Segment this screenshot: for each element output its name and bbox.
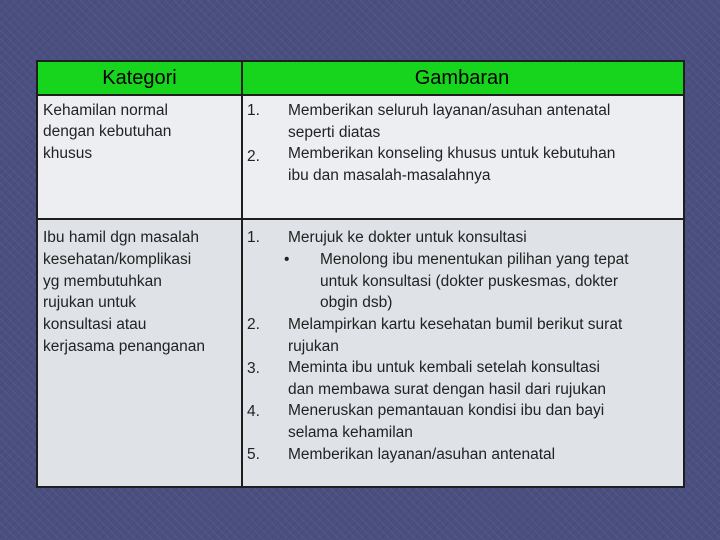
item-number: 4. [247,403,260,420]
row-divider [38,218,683,220]
category-text: yg membutuhkan [43,273,162,290]
item-text: Melampirkan kartu kesehatan bumil berikut surat [288,316,623,333]
item-number: 1. [247,229,260,246]
item-text: Meminta ibu untuk kembali setelah konsultasi [288,359,600,376]
item-text: Memberikan layanan/asuhan antenatal [288,446,556,463]
item-number: 3. [247,360,260,377]
item-number: 2. [247,148,260,165]
sub-item-text: untuk konsultasi (dokter puskesmas, dokter [320,273,619,290]
category-text: kerjasama penanganan [43,338,206,355]
item-text: Meneruskan pemantauan kondisi ibu dan bayi [288,402,605,419]
info-table [36,60,685,488]
category-text: rujukan untuk [43,294,137,311]
header-kategori: Kategori [102,67,177,89]
item-text: Memberikan konseling khusus untuk kebutuhan [288,145,616,162]
item-text: Merujuk ke dokter untuk konsultasi [288,229,527,246]
item-text: seperti diatas [288,124,381,141]
category-text: Ibu hamil dgn masalah [43,229,199,246]
category-text: kesehatan/komplikasi [43,251,192,268]
header-gambaran: Gambaran [414,67,510,89]
item-number: 1. [247,102,260,119]
item-text: Memberikan seluruh layanan/asuhan antenatal [288,102,611,119]
item-text: ibu dan masalah-masalahnya [288,167,491,184]
category-text: khusus [43,145,93,162]
column-divider [241,62,243,486]
category-text: dengan kebutuhan [43,123,172,140]
category-text: Kehamilan normal [43,102,168,119]
sub-item-text: Menolong ibu menentukan pilihan yang tepat [320,251,629,268]
sub-item-text: obgin dsb) [320,294,393,311]
category-text: konsultasi atau [43,316,147,333]
table-header [38,62,683,96]
item-text: rujukan [288,338,339,355]
item-text: dan membawa surat dengan hasil dari rujukan [288,381,606,398]
item-number: 5. [247,446,260,463]
item-text: selama kehamilan [288,424,413,441]
bullet-icon: • [284,251,290,268]
item-number: 2. [247,316,260,333]
